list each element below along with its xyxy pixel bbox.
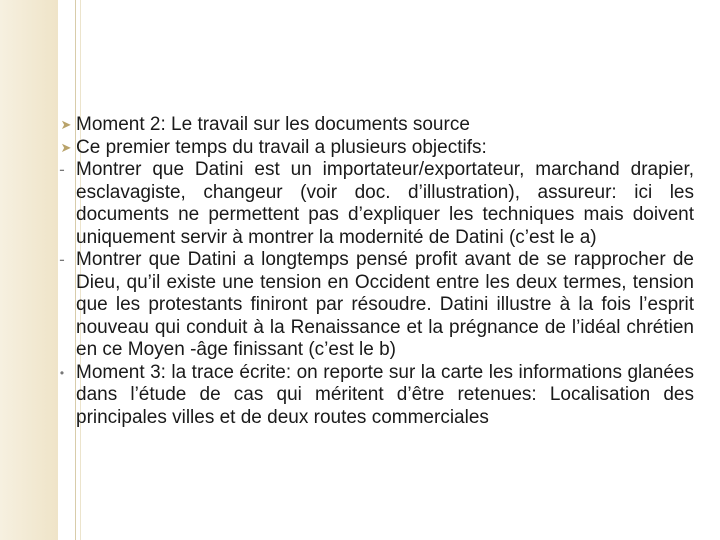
dash-bullet-icon: - bbox=[59, 160, 65, 179]
bullet-item-moment-3 bbox=[0, 362, 720, 430]
arrow-bullet-icon: ➤ bbox=[60, 117, 72, 132]
bullet-text: Montrer que Datini est un importateur/exportateur, marchand drapier, esclavagiste, changeur (voir doc. d’illustration), assureur: ici les documents ne permettent pas d’expliquer les techniques mais doivent uniquement servir à montrer la modernité de Datini (c’est le a) bbox=[76, 159, 694, 248]
bullet-item-profit bbox=[0, 249, 720, 362]
bullet-item-objectives bbox=[0, 137, 720, 160]
bullet-text: Moment 2: Le travail sur les documents source bbox=[76, 114, 470, 135]
bullet-text: Ce premier temps du travail a plusieurs objectifs: bbox=[76, 136, 487, 158]
bullet-text: Montrer que Datini a longtemps pensé profit avant de se rapprocher de Dieu, qu’il existe une tension en Occident entre les deux termes, tension que les protestants finiront par résoudre. Datini illustre à la fois l’esprit nouveau qui conduit à la Renaissance et la prégnance de l’idéal chrétien en ce Moyen -âge finissant (c’est le b) bbox=[76, 249, 694, 360]
arrow-bullet-icon: ➤ bbox=[60, 139, 72, 155]
bullet-item-importateur bbox=[0, 159, 720, 249]
dash-bullet-icon: - bbox=[59, 250, 65, 269]
bullet-item-moment-2 bbox=[0, 114, 720, 137]
slide-body bbox=[0, 114, 720, 429]
dot-bullet-icon: • bbox=[59, 365, 65, 380]
bullet-text: Moment 3: la trace écrite: on reporte sur la carte les informations glanées dans l’étude de cas qui méritent d’être retenues: Localisation des principales villes et de deux routes commerciales bbox=[76, 361, 694, 428]
